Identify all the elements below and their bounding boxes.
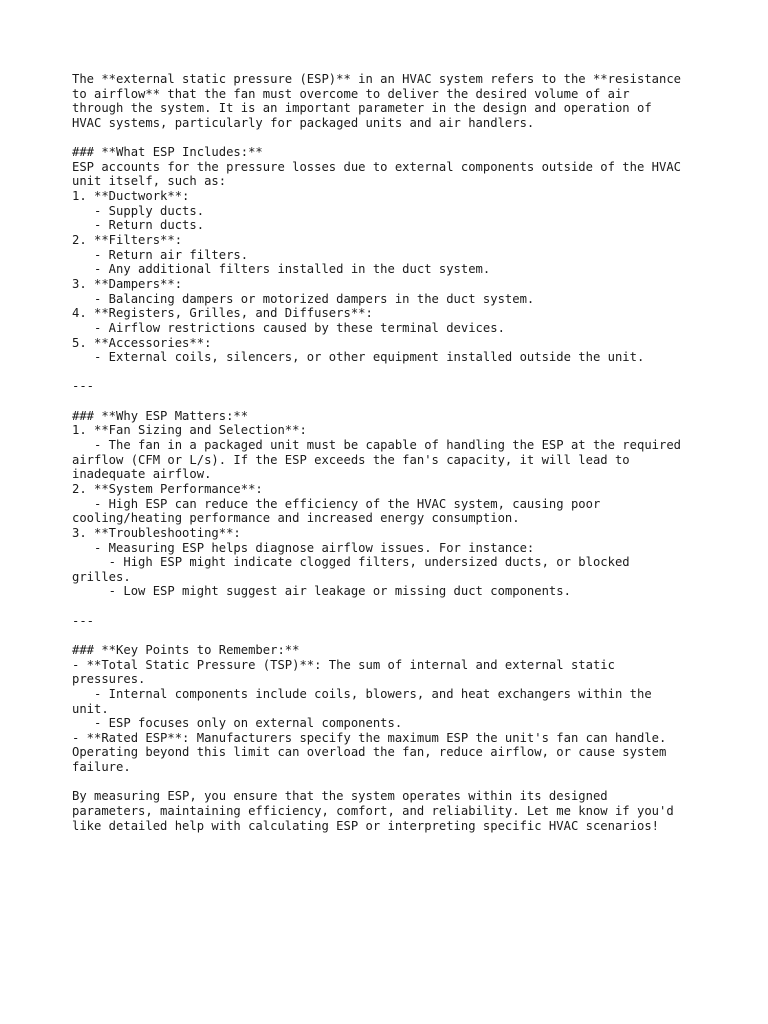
sub-list-item: - Balancing dampers or motorized dampers in the duct system. bbox=[72, 291, 535, 306]
list-item: 3. **Troubleshooting**: bbox=[72, 525, 241, 540]
sub-list-item: - Low ESP might suggest air leakage or missing duct components. bbox=[72, 584, 571, 599]
horizontal-rule: --- bbox=[72, 379, 95, 394]
section-heading: ### **What ESP Includes:** bbox=[72, 145, 263, 160]
sub-list-item: - Measuring ESP helps diagnose airflow issues. For instance: bbox=[72, 540, 535, 555]
list-item: - **Total Static Pressure (TSP)**: The sum of internal and external static bbox=[72, 657, 615, 672]
text-line: parameters, maintaining efficiency, comfort, and reliability. Let me know if you'd bbox=[72, 804, 674, 819]
list-item: 5. **Accessories**: bbox=[72, 335, 212, 350]
text-line: through the system. It is an important parameter in the design and operation of bbox=[72, 101, 652, 116]
section-heading: ### **Why ESP Matters:** bbox=[72, 408, 249, 423]
sub-list-item: - Airflow restrictions caused by these terminal devices. bbox=[72, 320, 505, 335]
list-item: 2. **Filters**: bbox=[72, 233, 183, 248]
text-line: inadequate airflow. bbox=[72, 467, 212, 482]
blank-line bbox=[72, 394, 732, 409]
sub-list-item: - Return air filters. bbox=[72, 247, 249, 262]
text-line: pressures. bbox=[72, 672, 146, 687]
sub-list-item: - High ESP can reduce the efficiency of the HVAC system, causing poor bbox=[72, 496, 601, 511]
blank-line bbox=[72, 628, 732, 643]
sub-list-item: - Internal components include coils, blowers, and heat exchangers within the bbox=[72, 686, 652, 701]
list-item: 1. **Ductwork**: bbox=[72, 189, 190, 204]
text-line: By measuring ESP, you ensure that the system operates within its designed bbox=[72, 789, 608, 804]
text-line: cooling/heating performance and increased energy consumption. bbox=[72, 511, 520, 526]
text-line: failure. bbox=[72, 760, 131, 775]
list-item: 2. **System Performance**: bbox=[72, 481, 263, 496]
text-line: unit. bbox=[72, 701, 109, 716]
sub-list-item: - Any additional filters installed in the duct system. bbox=[72, 262, 491, 277]
sub-list-item: - High ESP might indicate clogged filters, undersized ducts, or blocked bbox=[72, 555, 630, 570]
text-line: grilles. bbox=[72, 569, 131, 584]
text-line: Operating beyond this limit can overload the fan, reduce airflow, or cause system bbox=[72, 745, 667, 760]
sub-list-item: - Return ducts. bbox=[72, 218, 205, 233]
text-line: airflow (CFM or L/s). If the ESP exceeds the fan's capacity, it will lead to bbox=[72, 452, 630, 467]
sub-list-item: - External coils, silencers, or other equipment installed outside the unit. bbox=[72, 350, 645, 365]
sub-list-item: - Supply ducts. bbox=[72, 203, 205, 218]
text-line: The **external static pressure (ESP)** in an HVAC system refers to the **resistance bbox=[72, 72, 682, 86]
list-item: 1. **Fan Sizing and Selection**: bbox=[72, 423, 307, 438]
text-line: ESP accounts for the pressure losses due to external components outside of the HVAC bbox=[72, 159, 682, 174]
list-item: - **Rated ESP**: Manufacturers specify the maximum ESP the unit's fan can handle. bbox=[72, 730, 667, 745]
list-item: 3. **Dampers**: bbox=[72, 276, 183, 291]
text-line: unit itself, such as: bbox=[72, 174, 227, 189]
text-line: to airflow** that the fan must overcome to deliver the desired volume of air bbox=[72, 86, 630, 101]
list-item: 4. **Registers, Grilles, and Diffusers**: bbox=[72, 306, 373, 321]
text-line: like detailed help with calculating ESP or interpreting specific HVAC scenarios! bbox=[72, 818, 659, 833]
blank-line bbox=[72, 599, 732, 614]
sub-list-item: - The fan in a packaged unit must be capable of handling the ESP at the required bbox=[72, 438, 682, 453]
text-line: HVAC systems, particularly for packaged units and air handlers. bbox=[72, 115, 535, 130]
horizontal-rule: --- bbox=[72, 613, 95, 628]
document-page bbox=[72, 72, 732, 833]
section-heading: ### **Key Points to Remember:** bbox=[72, 642, 300, 657]
blank-line bbox=[72, 131, 732, 146]
blank-line bbox=[72, 365, 732, 380]
blank-line bbox=[72, 775, 732, 790]
sub-list-item: - ESP focuses only on external components. bbox=[72, 716, 403, 731]
